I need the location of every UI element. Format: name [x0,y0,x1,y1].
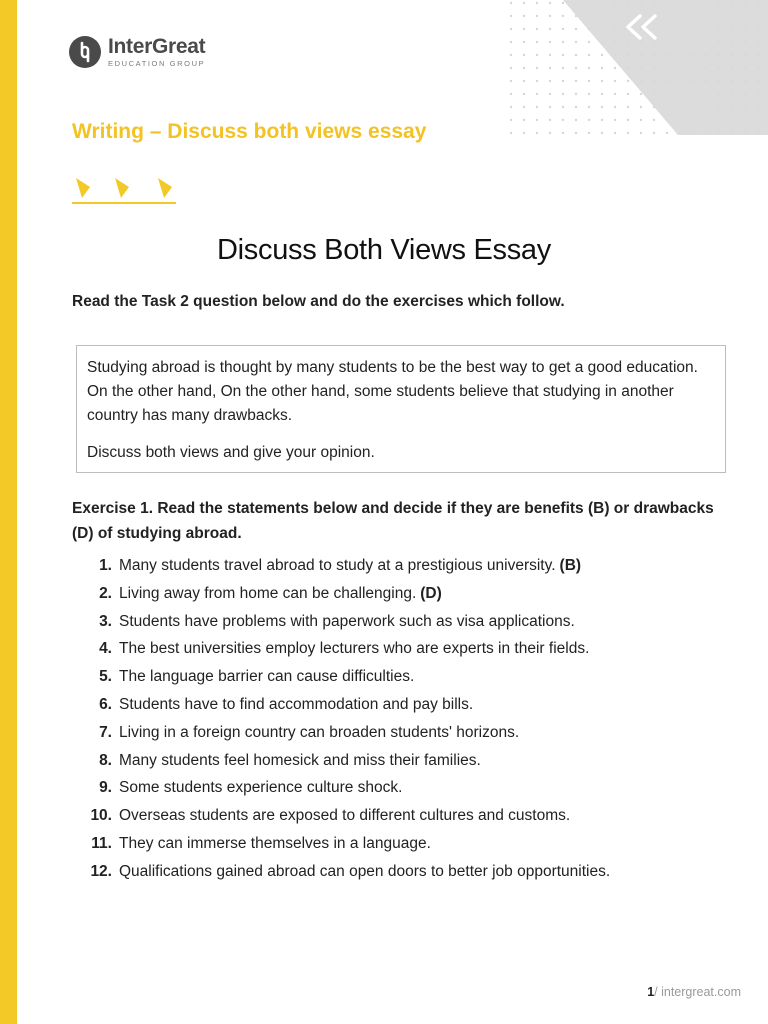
statement-item [80,663,720,691]
statement-number: 9. [99,779,112,797]
statement-text: Students have problems with paperwork such as visa applications. [119,612,575,630]
brand-logo [69,36,205,68]
statement-item [80,608,720,636]
task-question-box [76,345,726,473]
intergreat-logo-icon [69,36,101,68]
brand-name: InterGreat [108,35,206,58]
statement-text: Many students feel homesick and miss their families. [119,751,481,769]
statement-number: 8. [99,751,112,769]
page-number: 1 [647,985,655,999]
statement-text: Qualifications gained abroad can open doors to better job opportunities. [119,862,611,880]
statement-item [80,830,720,858]
statement-answer: (D) [420,584,442,602]
corner-decoration [508,0,768,135]
statement-text: Some students experience culture shock. [119,779,403,797]
statement-text: The language barrier can cause difficulties. [119,668,415,686]
statement-item [80,719,720,747]
statement-text: They can immerse themselves in a language. [119,834,431,852]
statement-text: Living away from home can be challenging. [119,584,417,602]
statement-item [80,552,720,580]
statement-number: 2. [99,584,112,602]
statement-item [80,580,720,608]
statement-number: 4. [99,640,112,658]
footer-site-link[interactable]: / intergreat.com [654,985,741,999]
statement-text: Students have to find accommodation and pay bills. [119,695,474,713]
statement-item [80,635,720,663]
brand-subtitle: EDUCATION GROUP [108,59,206,68]
statement-number: 1. [99,557,112,574]
statement-item [80,802,720,830]
statement-number: 5. [99,668,112,686]
statement-number: 7. [99,723,112,741]
statement-text: Many students travel abroad to study at a prestigious university. [119,557,556,574]
page-footer [647,985,741,999]
statement-number: 12. [90,862,112,880]
statement-list [80,552,720,886]
statement-text: Living in a foreign country can broaden students' horizons. [119,723,520,741]
statement-text: The best universities employ lecturers who are experts in their fields. [119,640,590,658]
document-title: Discuss Both Views Essay [217,234,551,266]
statement-answer: (B) [559,557,582,574]
statement-number: 3. [99,612,112,630]
statement-item [80,747,720,775]
statement-text: Overseas students are exposed to different cultures and customs. [119,807,571,825]
statement-number: 6. [99,695,112,713]
question-prompt: Studying abroad is thought by many students to be the best way to get a good education. On the other hand, On the other hand, some students believe that studying in another country has many drawbacks. [87,359,698,424]
statement-number: 11. [91,834,112,852]
triple-arrow-icon [72,176,176,206]
statement-item [80,774,720,802]
statement-item [80,858,720,886]
section-title: Writing – Discuss both views essay [72,120,427,143]
statement-number: 10. [90,807,112,825]
question-instruction: Discuss both views and give your opinion. [87,444,375,461]
left-accent-bar [0,0,17,1024]
exercise-heading: Exercise 1. Read the statements below and decide if they are benefits (B) or drawbacks (D) of studying abroad. [72,500,714,542]
statement-item [80,691,720,719]
intro-instruction: Read the Task 2 question below and do the exercises which follow. [72,293,565,310]
